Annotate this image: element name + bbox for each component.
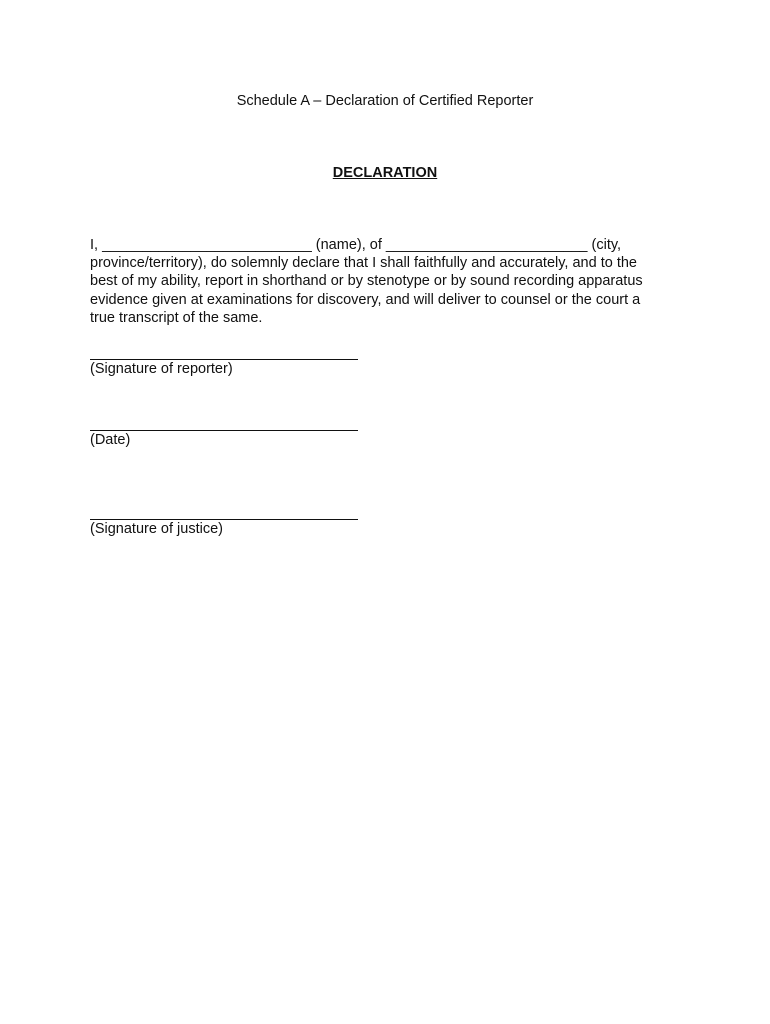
date-label: (Date): [90, 432, 131, 448]
schedule-title: Schedule A – Declaration of Certified Reporter: [236, 93, 534, 109]
declaration-heading: DECLARATION: [332, 165, 438, 181]
body-line: evidence given at examinations for discovery, and will deliver to counsel or the court a: [90, 291, 641, 308]
body-line: I, __________________________ (name), of _________________________ (city,: [90, 237, 622, 253]
reporter-signature-line: [90, 359, 358, 360]
body-line: best of my ability, report in shorthand or by stenotype or by sound recording apparatus: [90, 273, 643, 290]
justice-signature-label: (Signature of justice): [90, 521, 223, 537]
reporter-signature-label: (Signature of reporter): [90, 361, 233, 377]
body-line: true transcript of the same.: [90, 309, 263, 326]
reporter-signature-block: [90, 359, 360, 377]
justice-signature-block: [90, 519, 360, 537]
date-block: [90, 430, 360, 448]
body-line: province/territory), do solemnly declare that I shall faithfully and accurately, and to the: [90, 255, 637, 272]
declaration-body: [90, 236, 680, 327]
date-line: [90, 430, 358, 431]
justice-signature-line: [90, 519, 358, 520]
